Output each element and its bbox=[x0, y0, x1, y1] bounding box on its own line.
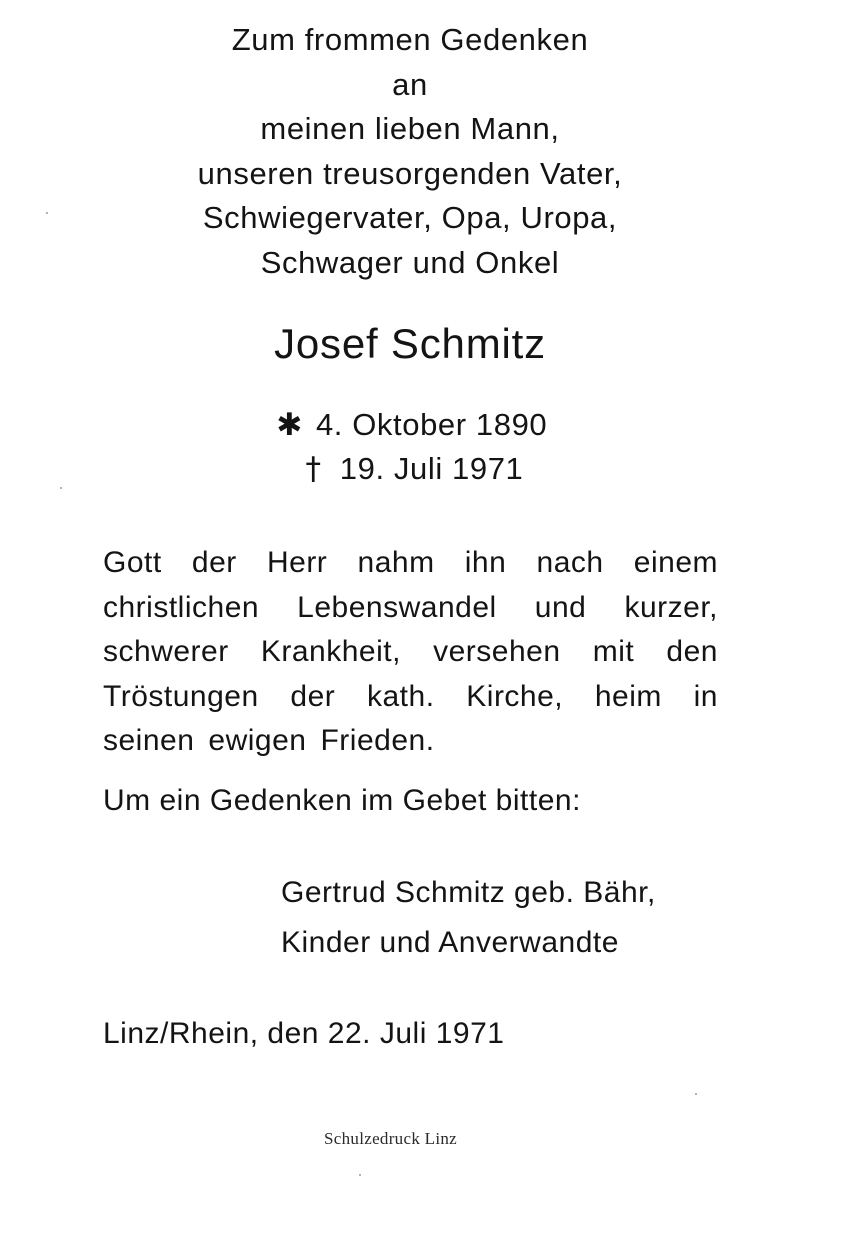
memorial-text-word: nahm bbox=[357, 546, 435, 579]
deceased-name: Josef Schmitz bbox=[274, 320, 546, 367]
dedication-block bbox=[0, 18, 820, 286]
memorial-text-word: mit bbox=[592, 635, 635, 668]
memorial-text-line bbox=[103, 541, 718, 586]
memorial-text-word: Kirche, bbox=[466, 679, 564, 713]
birth-row bbox=[0, 403, 820, 447]
memorial-text-word: Lebenswandel bbox=[297, 590, 497, 624]
memorial-text-line bbox=[103, 719, 718, 764]
memorial-text-word: Herr bbox=[266, 546, 328, 579]
memorial-text-word: den bbox=[666, 635, 718, 668]
memorial-text-word: seinen bbox=[103, 724, 195, 757]
memorial-text-line bbox=[103, 586, 718, 631]
memorial-text-word: Gott bbox=[103, 546, 162, 579]
print-speck bbox=[46, 212, 48, 214]
memorial-text-word: heim bbox=[594, 679, 662, 713]
signer-line: Gertrud Schmitz geb. Bähr, bbox=[281, 876, 656, 909]
memorial-text bbox=[103, 541, 718, 764]
birth-date: 4. Oktober 1890 bbox=[315, 407, 548, 442]
dedication-line: unseren treusorgenden Vater, bbox=[197, 155, 623, 191]
print-speck bbox=[359, 1174, 361, 1176]
dedication-line: Schwiegervater, Opa, Uropa, bbox=[202, 200, 618, 236]
prayer-request: Um ein Gedenken im Gebet bitten: bbox=[103, 784, 581, 817]
memorial-text-word: der bbox=[290, 679, 336, 713]
memorial-text-word: Tröstungen bbox=[103, 679, 259, 713]
dedication-line: Zum frommen Gedenken bbox=[231, 22, 589, 57]
dedication-line: meinen lieben Mann, bbox=[260, 111, 560, 147]
memorial-text-word: einem bbox=[633, 546, 718, 579]
memorial-text-line bbox=[103, 675, 718, 720]
dedication-line: Schwager und Onkel bbox=[260, 244, 560, 280]
death-date: 19. Juli 1971 bbox=[339, 451, 524, 486]
memorial-text-word: Krankheit, bbox=[260, 635, 401, 668]
memorial-text-word: nach bbox=[536, 546, 604, 579]
memorial-text-word: schwerer bbox=[103, 635, 229, 668]
memorial-text-word: christlichen bbox=[103, 590, 260, 624]
dedication-line: an bbox=[392, 66, 428, 102]
death-cross-icon: † bbox=[305, 451, 322, 487]
print-speck bbox=[695, 1093, 697, 1095]
signer-line: Kinder und Anverwandte bbox=[281, 926, 619, 959]
birth-star-icon: ✱ bbox=[276, 407, 303, 443]
memorial-text-word: versehen bbox=[433, 635, 561, 668]
memorial-text-word: kath. bbox=[366, 679, 435, 713]
printer-imprint: Schulzedruck Linz bbox=[324, 1129, 458, 1148]
life-dates bbox=[0, 403, 820, 491]
memorial-text-word: ewigen bbox=[208, 724, 307, 757]
memorial-text-word: in bbox=[693, 679, 718, 713]
memorial-text-word: der bbox=[191, 546, 237, 579]
memorial-text-word: Frieden. bbox=[320, 724, 435, 757]
print-speck bbox=[60, 487, 62, 489]
memorial-text-word: kurzer, bbox=[624, 590, 718, 624]
memorial-text-line bbox=[103, 630, 718, 675]
place-and-date: Linz/Rhein, den 22. Juli 1971 bbox=[103, 1017, 505, 1050]
death-row bbox=[0, 447, 820, 491]
signers-block bbox=[281, 868, 656, 968]
memorial-text-word: und bbox=[534, 590, 587, 624]
memorial-text-word: ihn bbox=[464, 546, 507, 579]
